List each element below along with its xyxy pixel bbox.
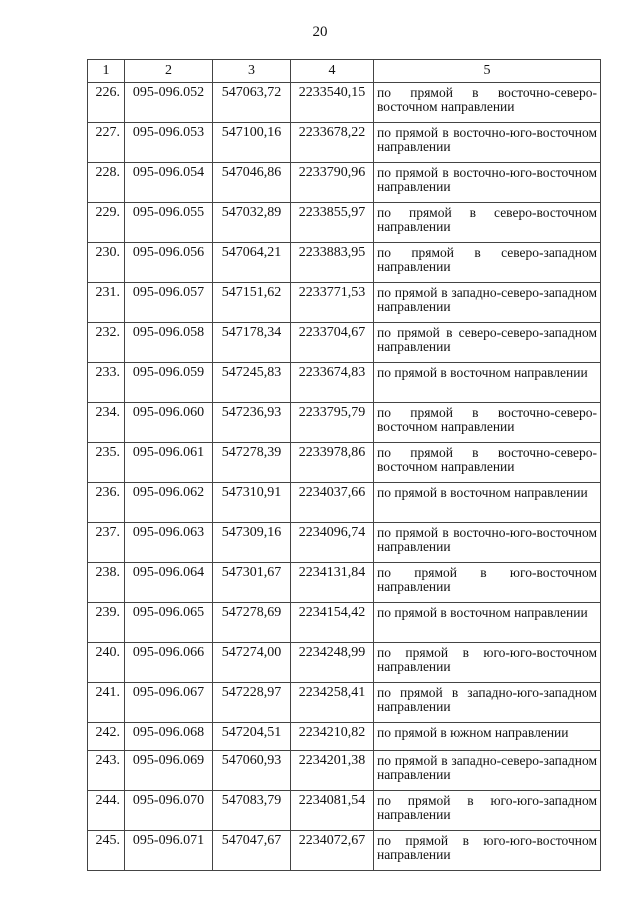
y-coordinate-cell: 2234081,54 bbox=[291, 791, 374, 831]
y-coordinate-cell: 2233540,15 bbox=[291, 83, 374, 123]
direction-cell: по прямой в восточно-юго-восточном направлении bbox=[374, 523, 601, 563]
direction-cell: по прямой в восточно-юго-восточном направлении bbox=[374, 163, 601, 203]
y-coordinate-cell: 2233790,96 bbox=[291, 163, 374, 203]
point-code-cell: 095-096.070 bbox=[125, 791, 213, 831]
table-row bbox=[88, 563, 601, 603]
direction-cell: по прямой в северо-восточном направлении bbox=[374, 203, 601, 243]
direction-cell: по прямой в западно-северо-западном направлении bbox=[374, 751, 601, 791]
point-code-cell: 095-096.064 bbox=[125, 563, 213, 603]
table-row bbox=[88, 163, 601, 203]
row-number-cell: 241. bbox=[88, 683, 125, 723]
y-coordinate-cell: 2234248,99 bbox=[291, 643, 374, 683]
table-row bbox=[88, 283, 601, 323]
x-coordinate-cell: 547063,72 bbox=[213, 83, 291, 123]
point-code-cell: 095-096.056 bbox=[125, 243, 213, 283]
x-coordinate-cell: 547032,89 bbox=[213, 203, 291, 243]
point-code-cell: 095-096.058 bbox=[125, 323, 213, 363]
column-header-4: 4 bbox=[291, 60, 374, 83]
direction-cell: по прямой в западно-юго-западном направлении bbox=[374, 683, 601, 723]
page-number: 20 bbox=[312, 24, 328, 40]
point-code-cell: 095-096.067 bbox=[125, 683, 213, 723]
table-row bbox=[88, 403, 601, 443]
point-code-cell: 095-096.068 bbox=[125, 723, 213, 751]
row-number-cell: 233. bbox=[88, 363, 125, 403]
x-coordinate-cell: 547278,39 bbox=[213, 443, 291, 483]
x-coordinate-cell: 547060,93 bbox=[213, 751, 291, 791]
point-code-cell: 095-096.069 bbox=[125, 751, 213, 791]
y-coordinate-cell: 2233978,86 bbox=[291, 443, 374, 483]
direction-cell: по прямой в восточно-юго-восточном направлении bbox=[374, 123, 601, 163]
y-coordinate-cell: 2233883,95 bbox=[291, 243, 374, 283]
table-row bbox=[88, 363, 601, 403]
table-row bbox=[88, 443, 601, 483]
table-row bbox=[88, 523, 601, 563]
table-row bbox=[88, 483, 601, 523]
row-number-cell: 245. bbox=[88, 831, 125, 871]
x-coordinate-cell: 547274,00 bbox=[213, 643, 291, 683]
table-row bbox=[88, 831, 601, 871]
row-number-cell: 242. bbox=[88, 723, 125, 751]
direction-cell: по прямой в юго-юго-западном направлении bbox=[374, 791, 601, 831]
y-coordinate-cell: 2233674,83 bbox=[291, 363, 374, 403]
point-code-cell: 095-096.062 bbox=[125, 483, 213, 523]
table-row bbox=[88, 83, 601, 123]
x-coordinate-cell: 547047,67 bbox=[213, 831, 291, 871]
direction-cell: по прямой в восточно-северо-восточном направлении bbox=[374, 83, 601, 123]
direction-cell: по прямой в юго-восточном направлении bbox=[374, 563, 601, 603]
x-coordinate-cell: 547236,93 bbox=[213, 403, 291, 443]
direction-cell: по прямой в западно-северо-западном направлении bbox=[374, 283, 601, 323]
point-code-cell: 095-096.061 bbox=[125, 443, 213, 483]
point-code-cell: 095-096.055 bbox=[125, 203, 213, 243]
table-row bbox=[88, 323, 601, 363]
point-code-cell: 095-096.059 bbox=[125, 363, 213, 403]
y-coordinate-cell: 2234154,42 bbox=[291, 603, 374, 643]
y-coordinate-cell: 2234131,84 bbox=[291, 563, 374, 603]
y-coordinate-cell: 2233678,22 bbox=[291, 123, 374, 163]
point-code-cell: 095-096.065 bbox=[125, 603, 213, 643]
point-code-cell: 095-096.057 bbox=[125, 283, 213, 323]
row-number-cell: 228. bbox=[88, 163, 125, 203]
y-coordinate-cell: 2234096,74 bbox=[291, 523, 374, 563]
y-coordinate-cell: 2233771,53 bbox=[291, 283, 374, 323]
row-number-cell: 227. bbox=[88, 123, 125, 163]
row-number-cell: 244. bbox=[88, 791, 125, 831]
row-number-cell: 240. bbox=[88, 643, 125, 683]
table-row bbox=[88, 603, 601, 643]
row-number-cell: 236. bbox=[88, 483, 125, 523]
column-header-5: 5 bbox=[374, 60, 601, 83]
table-row bbox=[88, 791, 601, 831]
row-number-cell: 230. bbox=[88, 243, 125, 283]
x-coordinate-cell: 547228,97 bbox=[213, 683, 291, 723]
table-row bbox=[88, 643, 601, 683]
point-code-cell: 095-096.071 bbox=[125, 831, 213, 871]
y-coordinate-cell: 2234201,38 bbox=[291, 751, 374, 791]
table-body bbox=[88, 60, 601, 871]
x-coordinate-cell: 547301,67 bbox=[213, 563, 291, 603]
column-header-2: 2 bbox=[125, 60, 213, 83]
table-row bbox=[88, 243, 601, 283]
row-number-cell: 238. bbox=[88, 563, 125, 603]
x-coordinate-cell: 547245,83 bbox=[213, 363, 291, 403]
y-coordinate-cell: 2233795,79 bbox=[291, 403, 374, 443]
point-code-cell: 095-096.066 bbox=[125, 643, 213, 683]
y-coordinate-cell: 2234072,67 bbox=[291, 831, 374, 871]
x-coordinate-cell: 547046,86 bbox=[213, 163, 291, 203]
x-coordinate-cell: 547064,21 bbox=[213, 243, 291, 283]
row-number-cell: 232. bbox=[88, 323, 125, 363]
x-coordinate-cell: 547100,16 bbox=[213, 123, 291, 163]
x-coordinate-cell: 547309,16 bbox=[213, 523, 291, 563]
row-number-cell: 235. bbox=[88, 443, 125, 483]
row-number-cell: 237. bbox=[88, 523, 125, 563]
row-number-cell: 243. bbox=[88, 751, 125, 791]
x-coordinate-cell: 547310,91 bbox=[213, 483, 291, 523]
column-header-3: 3 bbox=[213, 60, 291, 83]
table-row bbox=[88, 751, 601, 791]
y-coordinate-cell: 2233704,67 bbox=[291, 323, 374, 363]
x-coordinate-cell: 547083,79 bbox=[213, 791, 291, 831]
direction-cell: по прямой в юго-юго-восточном направлении bbox=[374, 831, 601, 871]
direction-cell: по прямой в восточном направлении bbox=[374, 363, 601, 403]
row-number-cell: 231. bbox=[88, 283, 125, 323]
x-coordinate-cell: 547178,34 bbox=[213, 323, 291, 363]
table-row bbox=[88, 123, 601, 163]
column-header-1: 1 bbox=[88, 60, 125, 83]
coordinates-table bbox=[87, 59, 601, 871]
direction-cell: по прямой в восточном направлении bbox=[374, 483, 601, 523]
y-coordinate-cell: 2234258,41 bbox=[291, 683, 374, 723]
point-code-cell: 095-096.052 bbox=[125, 83, 213, 123]
y-coordinate-cell: 2233855,97 bbox=[291, 203, 374, 243]
y-coordinate-cell: 2234210,82 bbox=[291, 723, 374, 751]
table-row bbox=[88, 723, 601, 751]
point-code-cell: 095-096.060 bbox=[125, 403, 213, 443]
x-coordinate-cell: 547151,62 bbox=[213, 283, 291, 323]
row-number-cell: 226. bbox=[88, 83, 125, 123]
table-row bbox=[88, 683, 601, 723]
direction-cell: по прямой в юго-юго-восточном направлении bbox=[374, 643, 601, 683]
direction-cell: по прямой в восточном направлении bbox=[374, 603, 601, 643]
point-code-cell: 095-096.063 bbox=[125, 523, 213, 563]
row-number-cell: 229. bbox=[88, 203, 125, 243]
x-coordinate-cell: 547204,51 bbox=[213, 723, 291, 751]
direction-cell: по прямой в северо-западном направлении bbox=[374, 243, 601, 283]
point-code-cell: 095-096.053 bbox=[125, 123, 213, 163]
table-header-row bbox=[88, 60, 601, 83]
direction-cell: по прямой в восточно-северо-восточном направлении bbox=[374, 443, 601, 483]
direction-cell: по прямой в северо-северо-западном направлении bbox=[374, 323, 601, 363]
direction-cell: по прямой в восточно-северо-восточном направлении bbox=[374, 403, 601, 443]
row-number-cell: 234. bbox=[88, 403, 125, 443]
point-code-cell: 095-096.054 bbox=[125, 163, 213, 203]
direction-cell: по прямой в южном направлении bbox=[374, 723, 601, 751]
row-number-cell: 239. bbox=[88, 603, 125, 643]
x-coordinate-cell: 547278,69 bbox=[213, 603, 291, 643]
table-row bbox=[88, 203, 601, 243]
y-coordinate-cell: 2234037,66 bbox=[291, 483, 374, 523]
